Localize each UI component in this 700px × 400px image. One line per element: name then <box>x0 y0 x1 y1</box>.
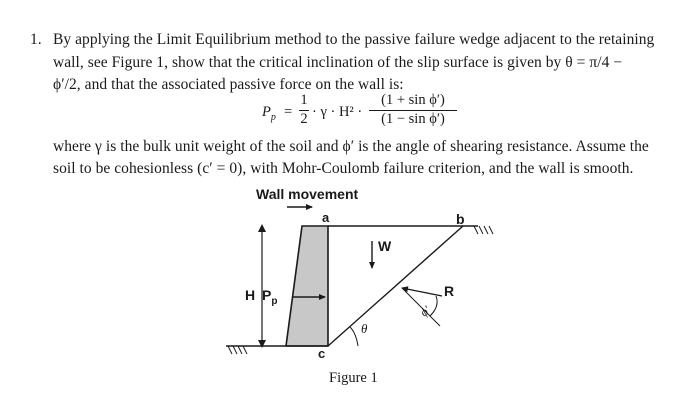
theta-angle-arc <box>350 327 358 346</box>
fraction-sine-denominator: (1 − sin ϕ′) <box>381 111 445 127</box>
point-c-label: c <box>318 346 326 361</box>
passive-force-subscript: p <box>271 295 278 307</box>
reaction-force-arrow <box>402 288 442 296</box>
fraction-sine-numerator: (1 + sin ϕ′) <box>381 92 445 108</box>
height-label: H <box>245 287 256 303</box>
question-text-line-1: By applying the Limit Equilibrium method to the passive failure wedge adjacent to the retaining <box>53 31 655 48</box>
equation-middle-terms: · γ · H² · <box>312 104 363 120</box>
height-arrow-top <box>258 224 266 232</box>
passive-force-label <box>262 287 277 307</box>
weight-label: W <box>378 238 392 254</box>
point-b-label: b <box>456 211 465 227</box>
fraction-half-denominator: 2 <box>300 111 308 127</box>
theta-label: θ <box>361 321 368 336</box>
equation-lhs-subscript: p <box>270 111 276 123</box>
passive-force-symbol: P <box>262 287 272 303</box>
question-text-line-5: soil to be cohesionless (c′ = 0), with Mohr-Coulomb failure criterion, and the wall is smooth. <box>53 160 634 177</box>
slip-surface-line <box>328 226 463 346</box>
point-a-label: a <box>322 210 330 225</box>
reaction-label: R <box>444 283 455 299</box>
equation-equals: = <box>284 104 293 120</box>
question-number: 1. <box>30 31 42 48</box>
fraction-half-numerator: 1 <box>300 92 308 108</box>
ground-hatch-left <box>228 346 247 354</box>
figure-caption: Figure 1 <box>329 370 378 386</box>
question-text-line-2: wall, see Figure 1, show that the critical inclination of the slip surface is given by θ = π/4 − <box>53 54 623 71</box>
question-text-line-3: ϕ′/2, and that the associated passive force on the wall is: <box>53 76 404 93</box>
question-text-line-4: where γ is the bulk unit weight of the soil and ϕ′ is the angle of shearing resistance. Assume the <box>53 138 649 155</box>
ground-hatch-right <box>474 226 493 234</box>
retaining-wall <box>286 226 328 346</box>
phi-label: ϕ′ <box>417 302 433 320</box>
wall-movement-label: Wall movement <box>256 186 359 202</box>
equation-lhs-symbol: P <box>262 104 271 120</box>
